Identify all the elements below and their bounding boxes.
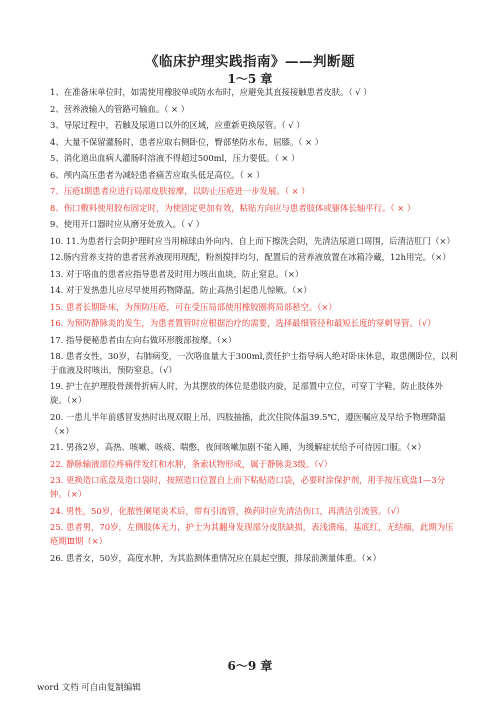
- question-item: 22. 静脉输液部位疼痛伴发红和水肿，条索状物形成，属于静脉炎3级。（√）: [50, 458, 333, 469]
- question-item: 7、压疮Ⅰ期患者应进行局部皮肤按摩，以防止压疮进一步发展。（ × ）: [50, 186, 310, 196]
- question-item: 15. 患者长期卧床，为预防压疮，可在受压局部使用橡胶圈将局部悬空。（×）: [50, 301, 337, 312]
- question-item: 6、颅内高压患者为减轻患者痛苦应取头低足高位。（ × ）: [50, 169, 265, 180]
- question-item: 24. 男性，50岁，化脓性阑尾炎术后，带有引流管，换药时应先清洁伤口，再清洁引流管。（√）: [50, 505, 405, 516]
- question-item: 21. 男孩2岁，高热、咳嗽、咳痰、喘憋，夜间咳嗽加剧不能入睡，为缓解症状给予可待因口服。（×）: [50, 442, 426, 453]
- question-item: 1、在准备床单位时，如需使用橡胶单或防水布时，应避免其直接接触患者皮肤。（ √ ）: [50, 87, 372, 97]
- question-item: 8、伤口敷料使用胶布固定时，为使固定更加有效，粘贴方向应与患者肢体或躯体长轴平行。（ × ）: [50, 202, 416, 213]
- footer-note: word 文档 可自由复制编辑: [37, 683, 141, 693]
- question-item: 16. 为预防静脉炎的发生，为患者置管时应根据治疗的需要，选择最细管径和最短长度的穿刺导管。（√）: [50, 318, 436, 328]
- question-item: 23. 更换造口底盘及造口袋时，按照造口位置自上而下粘贴造口袋，必要时涂保护剂，用手按压底盘1—3分钟。（×）: [50, 475, 446, 500]
- document-title: 《临床护理实践指南》——判断题: [145, 54, 355, 70]
- chapter-heading-6-9: 6～9 章: [227, 659, 273, 673]
- question-list: [50, 86, 458, 568]
- question-item: 2、营养液输入的管路可输血。（ × ）: [50, 103, 190, 114]
- question-item: 20. 一患儿半年前感冒发热时出现双眼上吊，四肢抽搐，此次住院体温39.5℃，遵医嘱应及早给予物理降温（×）: [50, 411, 446, 436]
- question-item: 3、导尿过程中，若触及尿道口以外的区域，应重新更换尿管。（ √ ）: [50, 120, 305, 130]
- question-item: 17. 指导便秘患者由左向右做环形腹部按摩。（×）: [50, 334, 237, 345]
- question-item: 4、大量不保留灌肠时，患者应取右侧卧位，臀部垫防水布，屈膝。（ × ）: [50, 136, 324, 147]
- question-item: 9、使用开口器时应从磨牙处放入。（ √ ）: [50, 219, 205, 229]
- question-item: 14. 对于发热患儿应尽早使用药物降温，防止高热引起患儿惊厥。（×）: [50, 285, 312, 295]
- question-item: 10. 11.为患者行会阴护理时应当用棉球由外向内、自上而下擦洗会阴，先清洁尿道口周围，后清洁肛门（×）: [50, 235, 455, 246]
- question-item: 25. 患者男，70岁，左侧肢体无力，护士为其翻身发现部分皮肤缺损，表浅溃疡，基底红，无结痂，此期为压疮期Ⅲ期（×）: [50, 522, 454, 547]
- question-item: 19. 护士在护理股骨颈骨折病人时，为其摆放的体位是患肢内旋，足部置中立位，可穿丁字鞋，防止肢体外旋。（×）: [50, 381, 443, 406]
- question-item: 26. 患者女，50岁，高度水肿，为其监测体重情况应在晨起空腹，排尿前测量体重。（×）: [50, 552, 381, 563]
- question-item: 18. 患者女性，30岁，右肺病变，一次咯血量大于300ml,责任护士指导病人绝对卧床休息，取患侧卧位，以利于血液及时咳出，预防窒息。（√）: [50, 351, 458, 375]
- question-item: 13. 对于咯血的患者应指导患者及时用力咳出血块，防止窒息。（×）: [50, 268, 304, 279]
- chapter-heading-1-5: 1～5 章: [227, 72, 273, 86]
- question-item: 5、消化道出血病人灌肠时溶液不得超过500ml，压力要低。（ × ）: [50, 153, 300, 163]
- question-item: 12.肠内营养支持的患者营养液现用现配，粉剂搅拌均匀，配置后的营养液放置在冰箱冷藏，12h用完。（×）: [50, 252, 451, 262]
